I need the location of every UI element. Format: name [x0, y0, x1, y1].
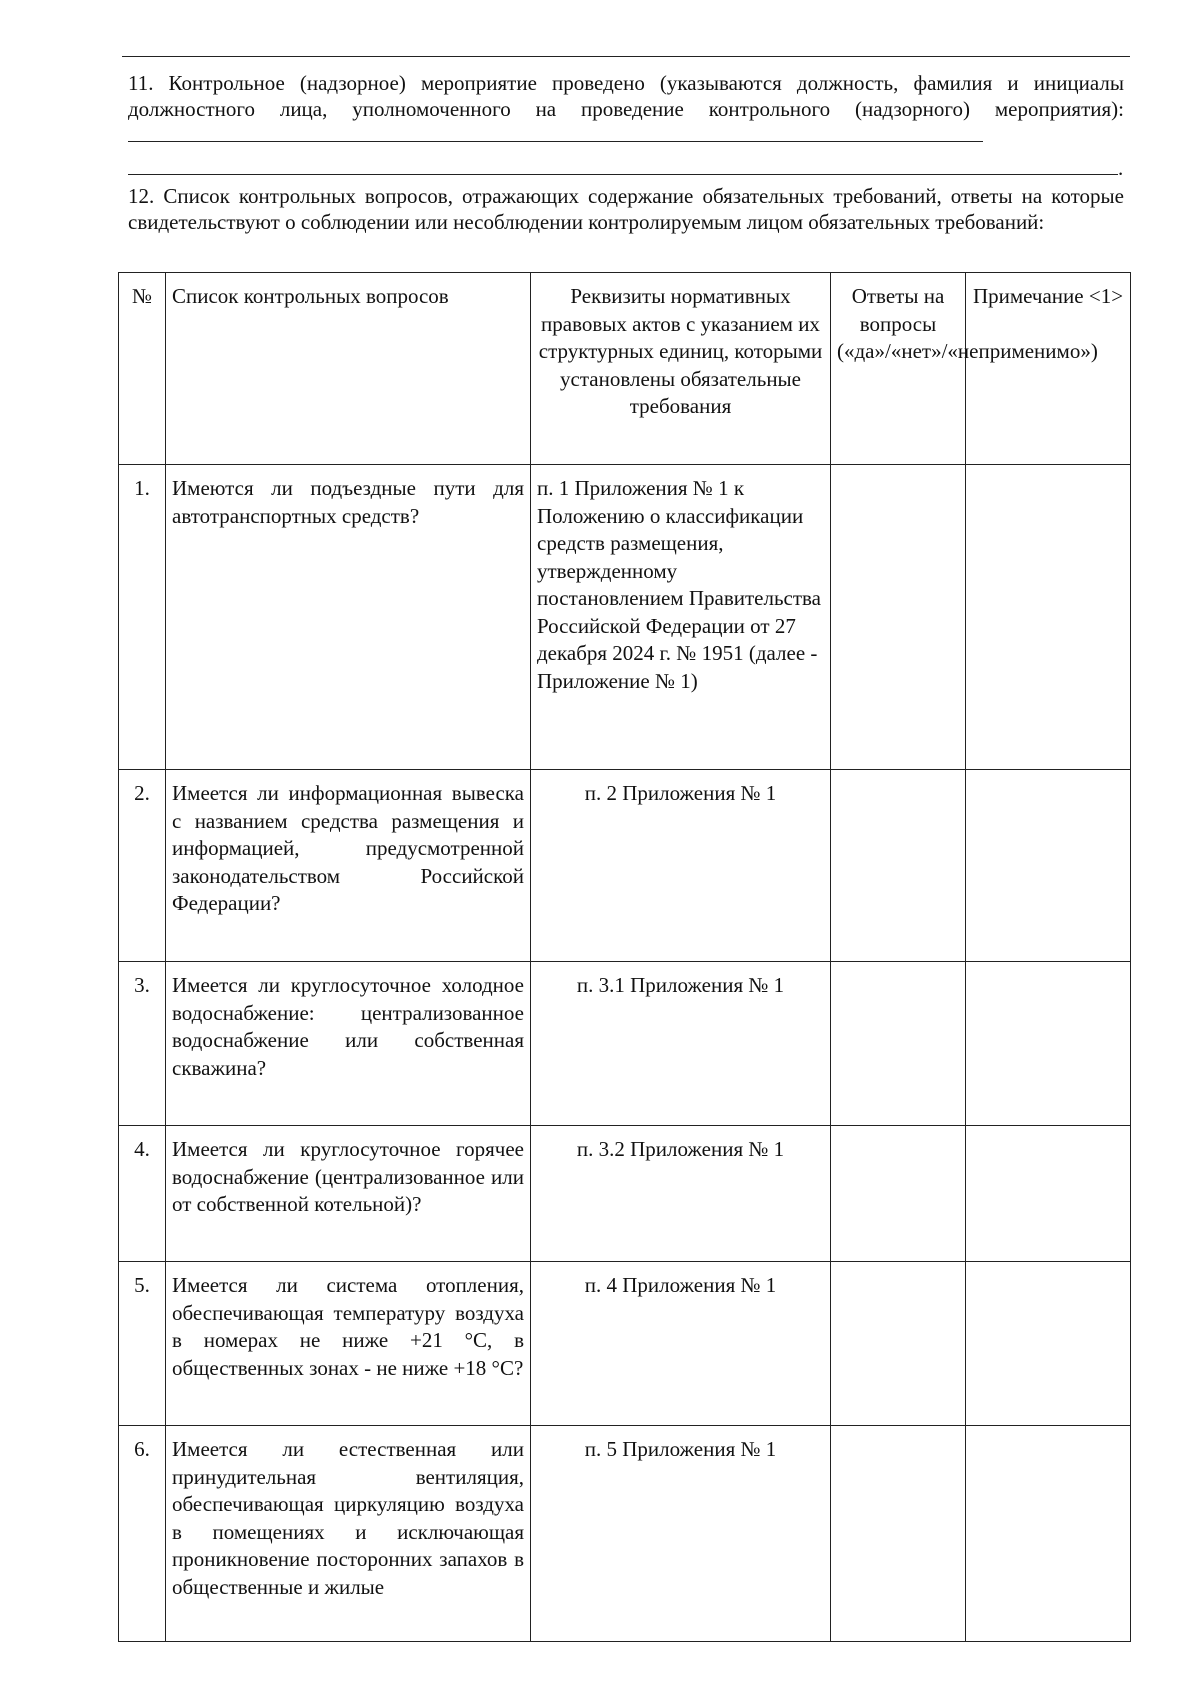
row-num: 6. — [119, 1426, 166, 1642]
table-row — [119, 1426, 1131, 1642]
section-12-paragraph — [128, 183, 1124, 235]
section-12-text: 12. Список контрольных вопросов, отражающих содержание обязательных требований, ответы на которые свидетельствуют о соблюдении или несоблюдении контролируемым лицом обязательных требований: — [128, 184, 1124, 234]
row-answer-cell[interactable] — [831, 1262, 966, 1426]
section-11-text: 11. Контрольное (надзорное) мероприятие проведено (указываются должность, фамилия и инициалы должностного лица, уполномоченного на проведение контрольного (надзорного) мероприятия): — [128, 71, 1124, 121]
row-reference: п. 2 Приложения № 1 — [531, 770, 831, 962]
row-num: 4. — [119, 1126, 166, 1262]
row-note-cell[interactable] — [966, 1426, 1131, 1642]
row-answer-cell[interactable] — [831, 1426, 966, 1642]
section-11-end-mark: . — [1118, 156, 1124, 180]
row-reference: п. 4 Приложения № 1 — [531, 1262, 831, 1426]
row-note-cell[interactable] — [966, 962, 1131, 1126]
row-num: 5. — [119, 1262, 166, 1426]
official-name-field[interactable] — [128, 140, 983, 142]
row-note-cell[interactable] — [966, 1262, 1131, 1426]
row-num: 2. — [119, 770, 166, 962]
row-num: 3. — [119, 962, 166, 1126]
row-question: Имеется ли круглосуточное горячее водоснабжение (централизованное или от собственной котельной)? — [166, 1126, 531, 1262]
top-divider — [122, 56, 1130, 57]
row-answer-cell[interactable] — [831, 962, 966, 1126]
row-num: 1. — [119, 465, 166, 770]
row-answer-cell[interactable] — [831, 770, 966, 962]
row-answer-cell[interactable] — [831, 1126, 966, 1262]
row-question: Имеются ли подъездные пути для автотранспортных средств? — [166, 465, 531, 770]
header-answers: Ответы на вопросы («да»/«нет»/«неприменимо») — [831, 273, 966, 465]
row-question: Имеется ли естественная или принудительная вентиляция, обеспечивающая циркуляцию воздуха в помещениях и исключающая проникновение посторонних запахов в общественные и жилые — [166, 1426, 531, 1642]
header-note: Примечание <1> — [966, 273, 1131, 465]
header-num: № — [119, 273, 166, 465]
table-row — [119, 770, 1131, 962]
header-question: Список контрольных вопросов — [166, 273, 531, 465]
row-note-cell[interactable] — [966, 1126, 1131, 1262]
table-header-row — [119, 273, 1131, 465]
table-row — [119, 465, 1131, 770]
row-reference: п. 5 Приложения № 1 — [531, 1426, 831, 1642]
official-name-continuation-field[interactable] — [128, 174, 1118, 175]
row-reference: п. 3.2 Приложения № 1 — [531, 1126, 831, 1262]
row-note-cell[interactable] — [966, 465, 1131, 770]
header-reference: Реквизиты нормативных правовых актов с указанием их структурных единиц, которыми установлены обязательные требования — [531, 273, 831, 465]
checklist-table — [118, 272, 1131, 1642]
row-question: Имеется ли информационная вывеска с названием средства размещения и информацией, предусмотренной законодательством Российской Федерации? — [166, 770, 531, 962]
table-row — [119, 1126, 1131, 1262]
section-11-paragraph — [128, 70, 1124, 148]
row-reference: п. 3.1 Приложения № 1 — [531, 962, 831, 1126]
table-row — [119, 962, 1131, 1126]
row-question: Имеется ли круглосуточное холодное водоснабжение: централизованное водоснабжение или собственная скважина? — [166, 962, 531, 1126]
row-answer-cell[interactable] — [831, 465, 966, 770]
row-question: Имеется ли система отопления, обеспечивающая температуру воздуха в номерах не ниже +21 °С, в общественных зонах - не ниже +18 °С? — [166, 1262, 531, 1426]
row-note-cell[interactable] — [966, 770, 1131, 962]
table-row — [119, 1262, 1131, 1426]
row-reference: п. 1 Приложения № 1 к Положению о классификации средств размещения, утвержденному постановлением Правительства Российской Федерации от 27 декабря 2024 г. № 1951 (далее - Приложение № 1) — [531, 465, 831, 770]
